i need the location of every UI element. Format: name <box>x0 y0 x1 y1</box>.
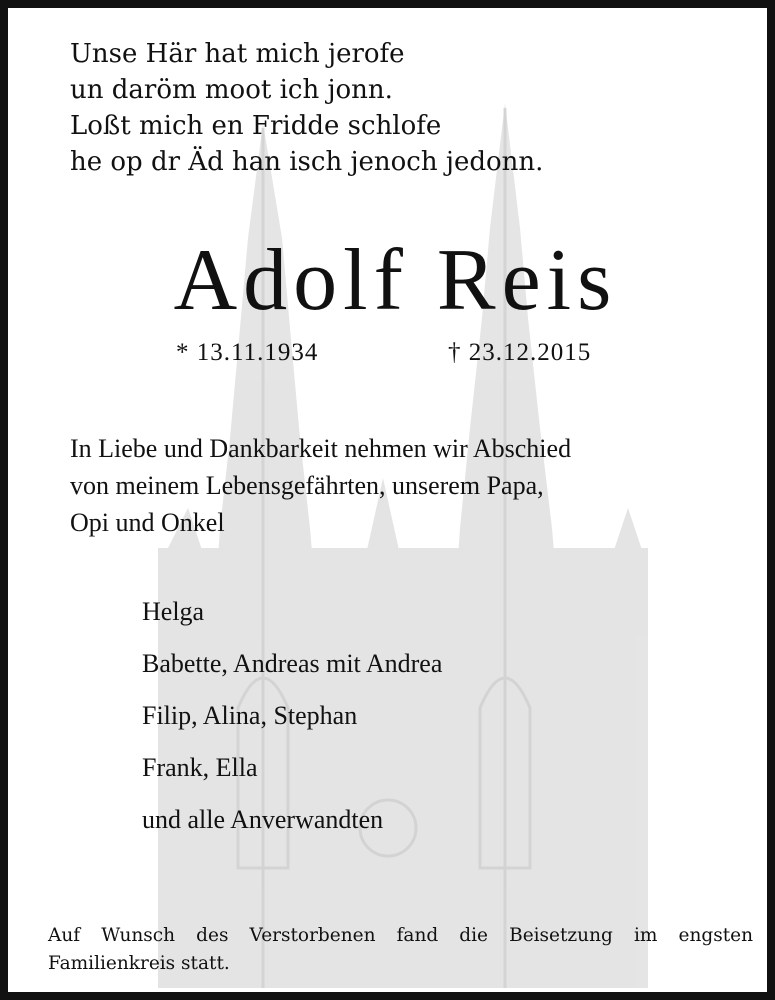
poem-line: he op dr Äd han isch jenoch jedonn. <box>70 147 544 177</box>
death-date: † 23.12.2015 <box>448 339 592 366</box>
mourner-entry: Frank, Ella <box>142 753 258 782</box>
birth-date: * 13.11.1934 <box>176 339 319 366</box>
farewell-text <box>70 430 571 541</box>
poem-line: un daröm moot ich jonn. <box>70 75 393 105</box>
burial-note: Auf Wunsch des Verstorbenen fand die Beisetzung im engsten Familienkreis statt. <box>48 925 753 974</box>
farewell-line: In Liebe und Dankbarkeit nehmen wir Abschied <box>70 434 572 463</box>
poem-line: Unse Här hat mich jerofe <box>70 39 405 69</box>
poem-verse <box>70 36 543 180</box>
deceased-name: Adolf Reis <box>173 232 618 329</box>
farewell-line: von meinem Lebensgefährten, unserem Papa, <box>70 471 544 500</box>
poem-line: Loßt mich en Fridde schlofe <box>70 111 442 141</box>
mourner-entry: Helga <box>142 597 205 626</box>
mourner-entry: Babette, Andreas mit Andrea <box>142 649 443 678</box>
mourner-entry: und alle Anverwandten <box>142 805 384 834</box>
mourners-list <box>142 586 442 846</box>
mourner-entry: Filip, Alina, Stephan <box>142 701 358 730</box>
farewell-line: Opi und Onkel <box>70 508 225 537</box>
